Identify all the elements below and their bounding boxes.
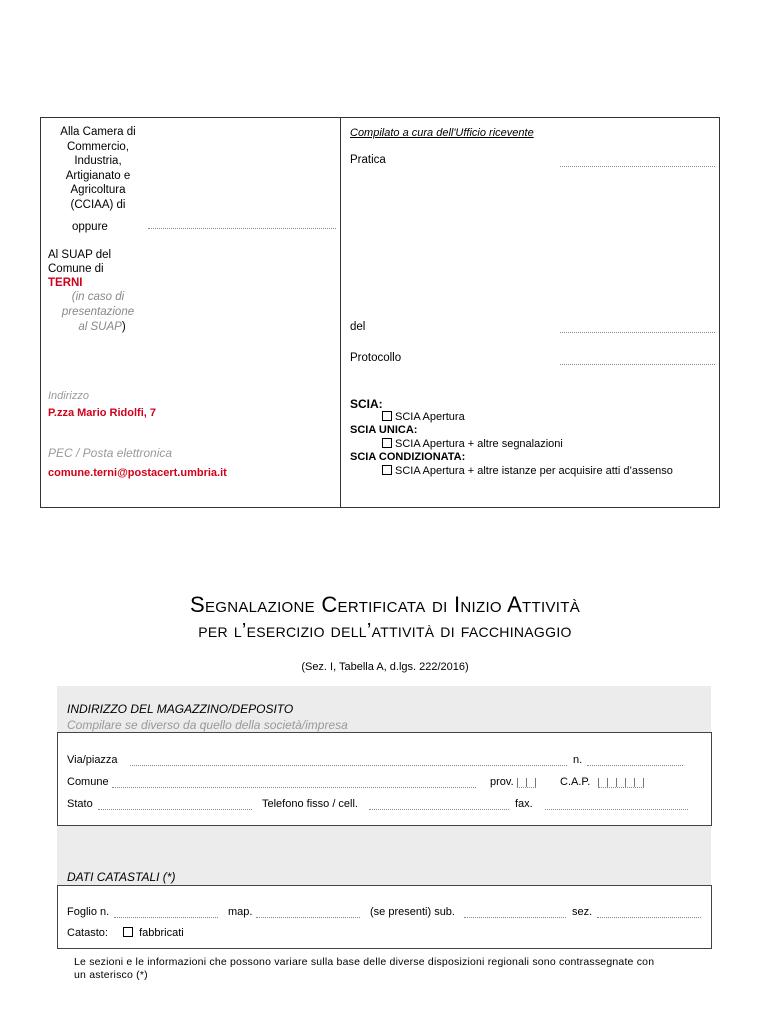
pec-label: PEC / Posta elettronica: [48, 446, 173, 460]
magazzino-heading: INDIRIZZO DEL MAGAZZINO/DEPOSITO: [67, 702, 294, 716]
note-line: (in caso di: [71, 291, 125, 303]
scia-cond-option-label: SCIA Apertura + altre istanze per acquisire atti d’assenso: [395, 465, 673, 477]
foglio-label: Foglio n.: [67, 906, 110, 918]
comune-label: Comune: [67, 776, 109, 788]
checkbox[interactable]: [382, 438, 392, 448]
magazzino-subheading: Compilare se diverso da quello della società/impresa: [67, 718, 348, 732]
catasto-label: Catasto:: [67, 927, 108, 939]
checkbox[interactable]: [123, 927, 133, 937]
recipient-line: Commercio,: [67, 140, 129, 153]
fax-label: fax.: [515, 798, 533, 810]
note-text: al SUAP: [78, 321, 122, 333]
scia-unica-label: SCIA UNICA:: [350, 424, 418, 436]
telefono-label: Telefono fisso / cell.: [262, 798, 358, 810]
address-label: Indirizzo: [48, 390, 89, 402]
note-line: [48, 320, 148, 335]
scia-label: SCIA:: [350, 397, 383, 411]
sub-field[interactable]: [464, 917, 566, 918]
scia-unica-option[interactable]: [382, 438, 563, 450]
note-line: presentazione: [61, 306, 135, 318]
comune-field[interactable]: [112, 787, 476, 788]
office-heading: Compilato a cura dell'Ufficio ricevente: [350, 127, 534, 139]
cap-field[interactable]: [598, 778, 644, 788]
suap-line: Comune di: [48, 263, 104, 275]
comune-name: TERNI: [48, 277, 83, 289]
fabbricati-option[interactable]: [123, 927, 184, 939]
pratica-label: Pratica: [350, 154, 386, 166]
sez-label: sez.: [572, 906, 593, 918]
cap-label: C.A.P.: [560, 776, 591, 788]
stato-label: Stato: [67, 798, 93, 810]
stato-field[interactable]: [98, 809, 252, 810]
recipient-line: Alla Camera di: [60, 126, 136, 138]
map-label: map.: [228, 906, 253, 918]
suap-note: [48, 290, 148, 335]
scia-cond-label: SCIA CONDIZIONATA:: [350, 451, 466, 463]
recipient-line: (CCIAA) di: [70, 198, 126, 211]
legal-reference: (Sez. I, Tabella A, d.lgs. 222/2016): [301, 661, 469, 673]
scia-cond-option[interactable]: [382, 465, 673, 477]
scia-unica-option-label: SCIA Apertura + altre segnalazioni: [395, 438, 563, 450]
via-label: Via/piazza: [67, 754, 118, 766]
via-field[interactable]: [130, 765, 567, 766]
fabbricati-label: fabbricati: [139, 927, 184, 939]
pratica-field[interactable]: [560, 166, 715, 167]
page-title: Segnalazione Certificata di Inizio Attività: [189, 592, 580, 617]
page-subtitle: per l’esercizio dell’attività di facchinaggio: [198, 620, 572, 642]
foglio-field[interactable]: [114, 917, 218, 918]
protocollo-field[interactable]: [560, 364, 715, 365]
del-label: del: [350, 321, 366, 333]
footnote-line: un asterisco (*): [74, 969, 148, 981]
oppure-label: oppure: [72, 221, 108, 233]
suap-line: Al SUAP del: [48, 249, 112, 261]
note-close: ): [121, 321, 126, 333]
address-value: P.zza Mario Ridolfi, 7: [48, 407, 156, 419]
recipient-block: [48, 125, 148, 212]
n-label: n.: [573, 754, 583, 766]
recipient-line: Artigianato e: [65, 169, 131, 182]
fax-field[interactable]: [545, 809, 688, 810]
sub-label: (se presenti) sub.: [370, 906, 455, 918]
map-field[interactable]: [256, 917, 360, 918]
prov-label: prov.: [490, 776, 514, 788]
footnote: [74, 956, 704, 982]
scia-option-label: SCIA Apertura: [395, 411, 465, 423]
protocollo-label: Protocollo: [350, 352, 402, 364]
del-field[interactable]: [560, 332, 715, 333]
catastali-heading: DATI CATASTALI (*): [67, 870, 176, 884]
footnote-line: Le sezioni e le informazioni che possono variare sulla base delle diverse disposizioni regionali sono contrassegnate con: [74, 956, 655, 968]
cciaa-field[interactable]: [148, 228, 336, 229]
checkbox[interactable]: [382, 411, 392, 421]
sez-field[interactable]: [597, 917, 701, 918]
recipient-line: Agricoltura: [70, 184, 126, 196]
pec-value: comune.terni@postacert.umbria.it: [48, 467, 227, 479]
telefono-field[interactable]: [369, 809, 509, 810]
n-field[interactable]: [587, 765, 683, 766]
prov-field[interactable]: [517, 778, 536, 788]
recipient-line: Industria,: [74, 155, 122, 167]
scia-option[interactable]: [382, 411, 465, 423]
suap-block: [48, 248, 111, 290]
checkbox[interactable]: [382, 465, 392, 475]
header-divider: [340, 117, 341, 507]
